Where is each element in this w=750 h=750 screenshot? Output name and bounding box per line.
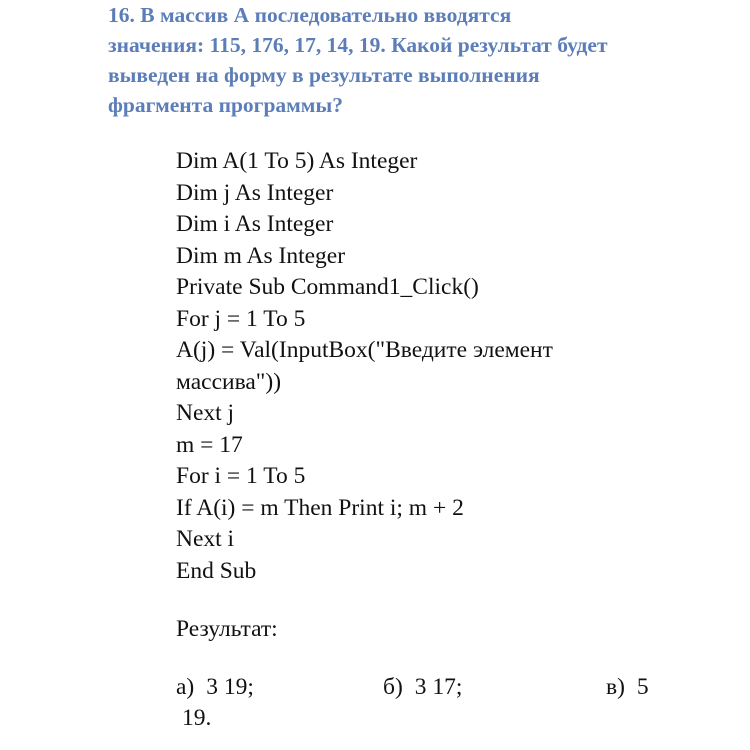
code-line: End Sub bbox=[176, 557, 257, 584]
code-line: A(j) = Val(InputBox("Введите элемент bbox=[176, 337, 553, 363]
code-line: Dim m As Integer bbox=[176, 242, 346, 269]
answer-option-c bbox=[606, 672, 649, 703]
code-line: If A(i) = m Then Print i; m + 2 bbox=[176, 494, 464, 521]
answer-marker: б) bbox=[383, 674, 403, 700]
question-line: 16. В массив А последовательно вводятся bbox=[108, 3, 512, 27]
code-line: массива")) bbox=[176, 368, 282, 395]
code-line: Dim i As Integer bbox=[176, 211, 334, 237]
code-line: Next j bbox=[176, 400, 235, 426]
code-line: Next i bbox=[176, 526, 235, 552]
answer-option-b bbox=[383, 672, 462, 703]
answer-option-c-continuation: 19. bbox=[182, 705, 212, 731]
answer-marker: в) bbox=[606, 674, 625, 700]
answer-option-a bbox=[176, 672, 254, 703]
code-line: Private Sub Command1_Click() bbox=[176, 274, 479, 300]
code-line: For j = 1 To 5 bbox=[176, 305, 306, 332]
question-text bbox=[108, 0, 728, 120]
question-line: значения: 115, 176, 17, 14, 19. Какой результат будет bbox=[108, 33, 608, 57]
code-line: m = 17 bbox=[176, 431, 243, 458]
result-label: Результат: bbox=[176, 616, 278, 642]
question-line: выведен на форму в результате выполнения bbox=[108, 63, 540, 87]
code-block bbox=[176, 146, 553, 587]
code-line: Dim j As Integer bbox=[176, 179, 334, 206]
code-line: For i = 1 To 5 bbox=[176, 463, 306, 489]
question-line: фрагмента программы? bbox=[108, 93, 343, 117]
answer-text: 5 bbox=[636, 674, 649, 700]
answer-marker: а) bbox=[176, 674, 195, 700]
answer-text: 3 17; bbox=[414, 674, 463, 700]
answer-text: 3 19; bbox=[206, 674, 254, 700]
code-line: Dim A(1 To 5) As Integer bbox=[176, 148, 418, 174]
